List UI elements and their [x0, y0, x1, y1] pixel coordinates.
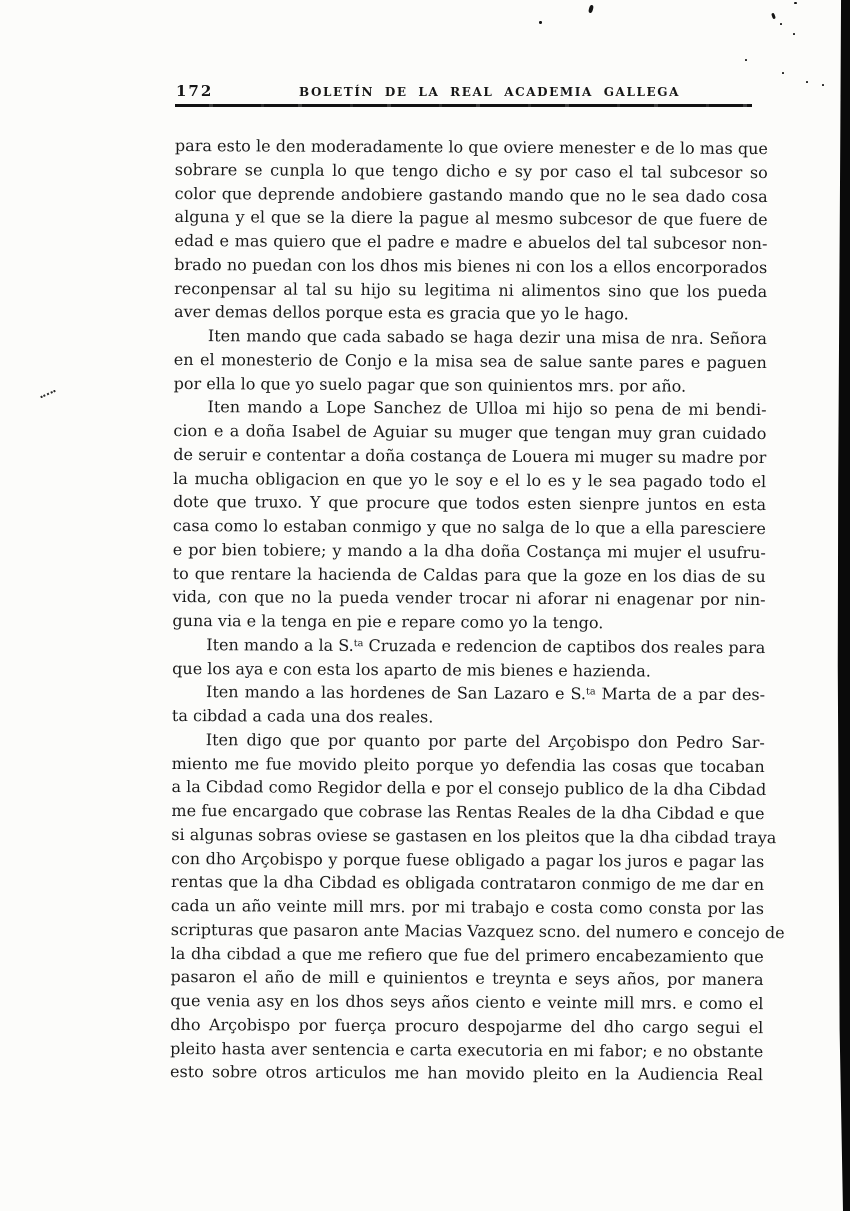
scan-speck	[806, 81, 808, 83]
text-line: Iten mando que cada sabado se haga dezir una misa de nra. Señora	[207, 326, 767, 349]
text-line: edad e mas quiero que el padre e madre e abuelos del tal subcesor non-	[174, 230, 768, 254]
text-line: alguna y el que se la diere la pague al mesmo subcesor de que fuere de	[174, 207, 768, 230]
text-line: cion e a doña Isabel de Aguiar su muger que tengan muy gran cuidado	[173, 420, 767, 444]
scan-gutter-shadow	[837, 0, 850, 1211]
text-line: Iten mando a las hordenes de San Lazaro e S.$^{ta}$ Marta de a par des-	[206, 682, 766, 705]
text-line: scripturas que pasaron ante Macias Vazquez scno. del numero e concejo de	[170, 919, 785, 942]
text-line: pleito hasta aver sentencia e carta executoria en mi fabor; e no obstante	[170, 1038, 764, 1061]
text-line: con dho Arçobispo y porque fuese obligado a pagar los juros e pagar las	[171, 848, 765, 871]
text-line: rentas que la dha Cibdad es obligada contrataron conmigo de me dar en	[171, 872, 765, 895]
text-line: guna via e la tenga en pie e repare como yo la tengo.	[172, 610, 604, 633]
text-line: sobrare se cunpla lo que tengo dicho e sy por caso el tal subcesor so	[174, 159, 768, 182]
scan-speck	[539, 21, 542, 24]
text-line: dote que truxo. Y que procure que todos esten sienpre juntos en esta	[173, 492, 767, 515]
paragraph	[174, 134, 768, 327]
text-line: brado no puedan con los dhos mis bienes ni con los a ellos encorporados	[174, 254, 768, 277]
text-line: por ella lo que yo suelo pagar que son quinientos mrs. por año.	[173, 373, 687, 396]
text-line: color que deprende andobiere gastando mando que no le sea dado cosa	[174, 183, 768, 206]
text-line: esto sobre otros articulos me han movido pleito en la Audiencia Real	[170, 1062, 764, 1085]
text-line: casa como lo estaban conmigo y que no salga de lo que a ella paresciere	[172, 515, 766, 539]
text-line: si algunas sobras oviese se gastasen en los pleitos que la dha cibdad traya	[171, 824, 777, 847]
paragraph	[172, 680, 765, 731]
text-line: vida, con que no la pueda vender trocar ni aforar ni enagenar por nin-	[172, 587, 766, 610]
text-line: to que rentare la hacienda de Caldas para que la goze en los dias de su	[172, 563, 766, 586]
text-line: Iten mando a Lope Sanchez de Ulloa mi hijo so pena de mi bendi-	[207, 397, 767, 420]
text-line: ta cibdad a cada una dos reales.	[171, 705, 434, 727]
text-line: Iten mando a la S.$^{ta}$ Cruzada e redencion de captibos dos reales para	[206, 634, 766, 657]
text-line: Iten digo que por quanto por parte del Arçobispo don Pedro Sar-	[205, 729, 765, 752]
paragraph	[170, 728, 785, 1087]
paragraph	[172, 395, 766, 636]
text-line: en el monesterio de Conjo e la misa sea de salue sante pares e paguen	[173, 349, 767, 372]
text-line: cada un año veinte mill mrs. por mi trabajo e costa como consta por las	[170, 895, 765, 919]
scan-speck	[771, 13, 776, 20]
text-line: que venia asy en los dhos seys años ciento e veinte mill mrs. e como el	[170, 990, 764, 1014]
scan-speck	[782, 72, 784, 74]
scan-speck	[793, 33, 795, 35]
text-line: la mucha obligacion en que yo le soy e el lo es y le sea pagado todo el	[173, 468, 767, 491]
text-line: que los aya e con esta los aparto de mis bienes e hazienda.	[172, 658, 651, 680]
text-line: dho Arçobispo por fuerça procuro despojarme del dho cargo segui el	[170, 1014, 764, 1037]
text-line: e por bien tobiere; y mando a la dha doña Costança mi mujer el usufru-	[172, 539, 766, 562]
text-line: aver demas dellos porque esta es gracia que yo le hago.	[174, 302, 629, 324]
text-line: reconpensar al tal su hijo su legitima ni alimentos sino que los pueda	[174, 278, 768, 301]
text-line: me fue encargado que cobrase las Rentas Reales de la dha Cibdad e que	[171, 800, 765, 824]
scan-mark	[40, 390, 55, 398]
text-line: la dha cibdad a que me refiero que fue del primero encabezamiento que	[170, 943, 764, 966]
page-number: 172	[176, 82, 214, 100]
text-line: de seruir e contentar a doña costança de Louera mi muger su madre por	[173, 444, 767, 467]
paragraph	[172, 633, 765, 684]
paragraph	[174, 324, 767, 398]
scan-speck	[588, 5, 594, 14]
scan-speck	[780, 23, 782, 25]
journal-header-title: BOLETÍN DE LA REAL ACADEMIA GALLEGA	[299, 85, 681, 99]
text-line: pasaron el año de mill e quinientos e treynta e seys años, por manera	[170, 967, 764, 990]
scan-speck	[745, 59, 747, 61]
scan-speck	[822, 84, 824, 86]
document-text	[170, 134, 785, 1087]
header-rule	[175, 104, 752, 107]
text-line: a la Cibdad como Regidor della e por el consejo publico de la dha Cibdad	[171, 777, 767, 800]
text-line: para esto le den moderadamente lo que oviere menester e de lo mas que	[174, 135, 768, 159]
scan-speck	[794, 2, 797, 4]
text-line: miento me fue movido pleito porque yo defendia las cosas que tocaban	[171, 753, 765, 776]
